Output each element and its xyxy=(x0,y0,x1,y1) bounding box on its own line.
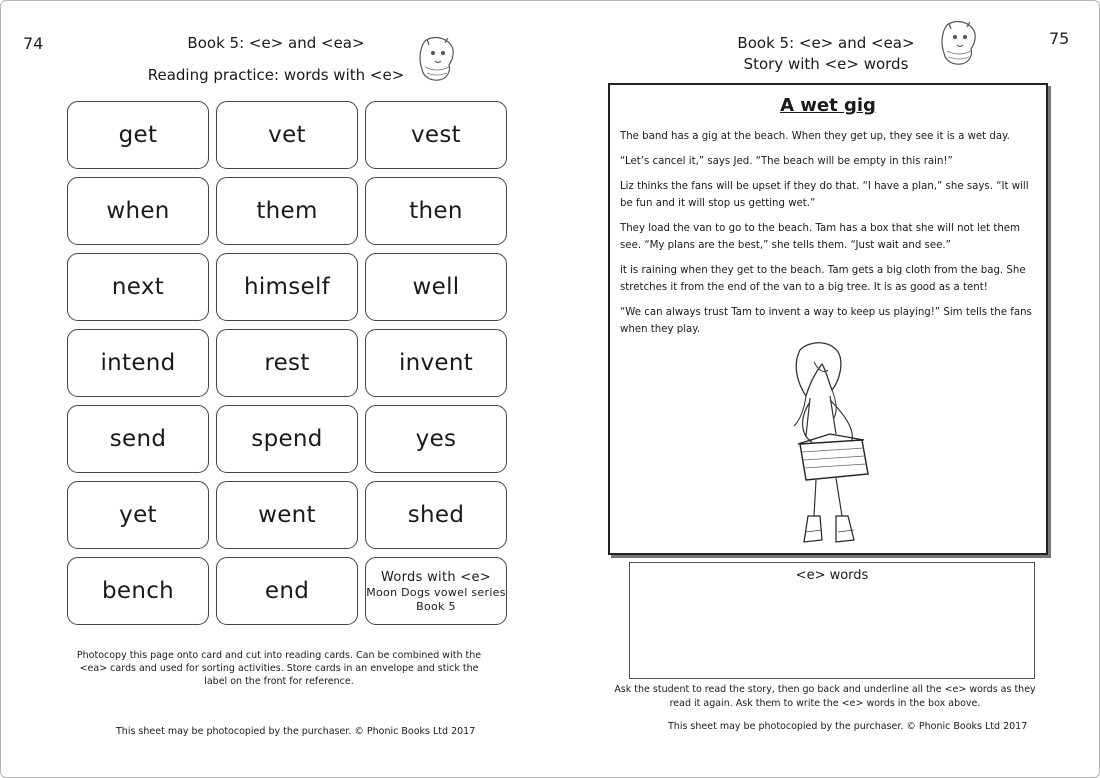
left-book-title: Book 5: <e> and <ea> xyxy=(187,34,365,52)
word-card: himself xyxy=(216,253,358,321)
dog-logo-icon xyxy=(937,19,981,67)
right-page-subtitle: Story with <e> words xyxy=(743,55,909,73)
word-card: spend xyxy=(216,405,358,473)
word-card: end xyxy=(216,557,358,625)
words-box-title: <e> words xyxy=(795,568,869,583)
label-card-title: Words with <e> xyxy=(380,569,491,585)
word-card: well xyxy=(365,253,507,321)
story-paragraph: They load the van to go to the beach. Tam has a box that she will not let them see. “My plans are the best,” she tells them. “Just wait and see.” xyxy=(620,223,1020,251)
story-box xyxy=(608,83,1048,555)
word-card: went xyxy=(216,481,358,549)
word-card: invent xyxy=(365,329,507,397)
girl-illustration xyxy=(770,340,890,550)
story-paragraph: it is raining when they get to the beach. Tam gets a big cloth from the bag. She stretches it from the end of the van to a big tree. It is as good as a tent! xyxy=(620,265,1026,293)
left-instructions: Photocopy this page onto card and cut into reading cards. Can be combined with the <ea> cards and used for sorting activities. Store cards in an envelope and stick the label on the front for reference. xyxy=(76,650,482,687)
right-book-title: Book 5: <e> and <ea> xyxy=(737,34,915,52)
right-page-header xyxy=(701,33,951,75)
word-card: then xyxy=(365,177,507,245)
left-page-subtitle: Reading practice: words with <e> xyxy=(147,66,405,84)
left-page-number: 74 xyxy=(23,34,44,53)
story-paragraph: “We can always trust Tam to invent a way to keep us playing!” Sim tells the fans when they play. xyxy=(620,307,1032,335)
right-footer: This sheet may be photocopied by the purchaser. © Phonic Books Ltd 2017 xyxy=(668,721,1028,732)
story-paragraph: Liz thinks the fans will be upset if they do that. “I have a plan,” she says. “It will be fun and it will stop us getting wet.” xyxy=(620,181,1029,209)
word-card: send xyxy=(67,405,209,473)
story-paragraph: The band has a gig at the beach. When they get up, they see it is a wet day. xyxy=(620,131,1010,142)
word-card: next xyxy=(67,253,209,321)
word-card: yes xyxy=(365,405,507,473)
word-card: rest xyxy=(216,329,358,397)
label-card xyxy=(365,557,507,625)
word-card: them xyxy=(216,177,358,245)
right-page-number: 75 xyxy=(1049,29,1070,48)
story-title: A wet gig xyxy=(780,95,876,116)
word-card: vet xyxy=(216,101,358,169)
dog-logo-icon xyxy=(415,35,459,83)
word-card: shed xyxy=(365,481,507,549)
story-paragraph: “Let’s cancel it,” says Jed. “The beach will be empty in this rain!” xyxy=(620,156,953,167)
word-card: get xyxy=(67,101,209,169)
words-answer-box[interactable] xyxy=(629,562,1035,679)
left-page-header xyxy=(131,31,421,87)
word-card: when xyxy=(67,177,209,245)
word-card: intend xyxy=(67,329,209,397)
left-footer: This sheet may be photocopied by the purchaser. © Phonic Books Ltd 2017 xyxy=(116,726,476,737)
label-card-book: Book 5 xyxy=(416,599,456,613)
word-card-grid xyxy=(67,101,507,625)
right-instructions: Ask the student to read the story, then go back and underline all the <e> words as they read it again. Ask them to write the <e> words in the box above. xyxy=(614,684,1036,709)
word-card: vest xyxy=(365,101,507,169)
word-card: bench xyxy=(67,557,209,625)
word-card: yet xyxy=(67,481,209,549)
label-card-series: Moon Dogs vowel series xyxy=(366,585,506,599)
